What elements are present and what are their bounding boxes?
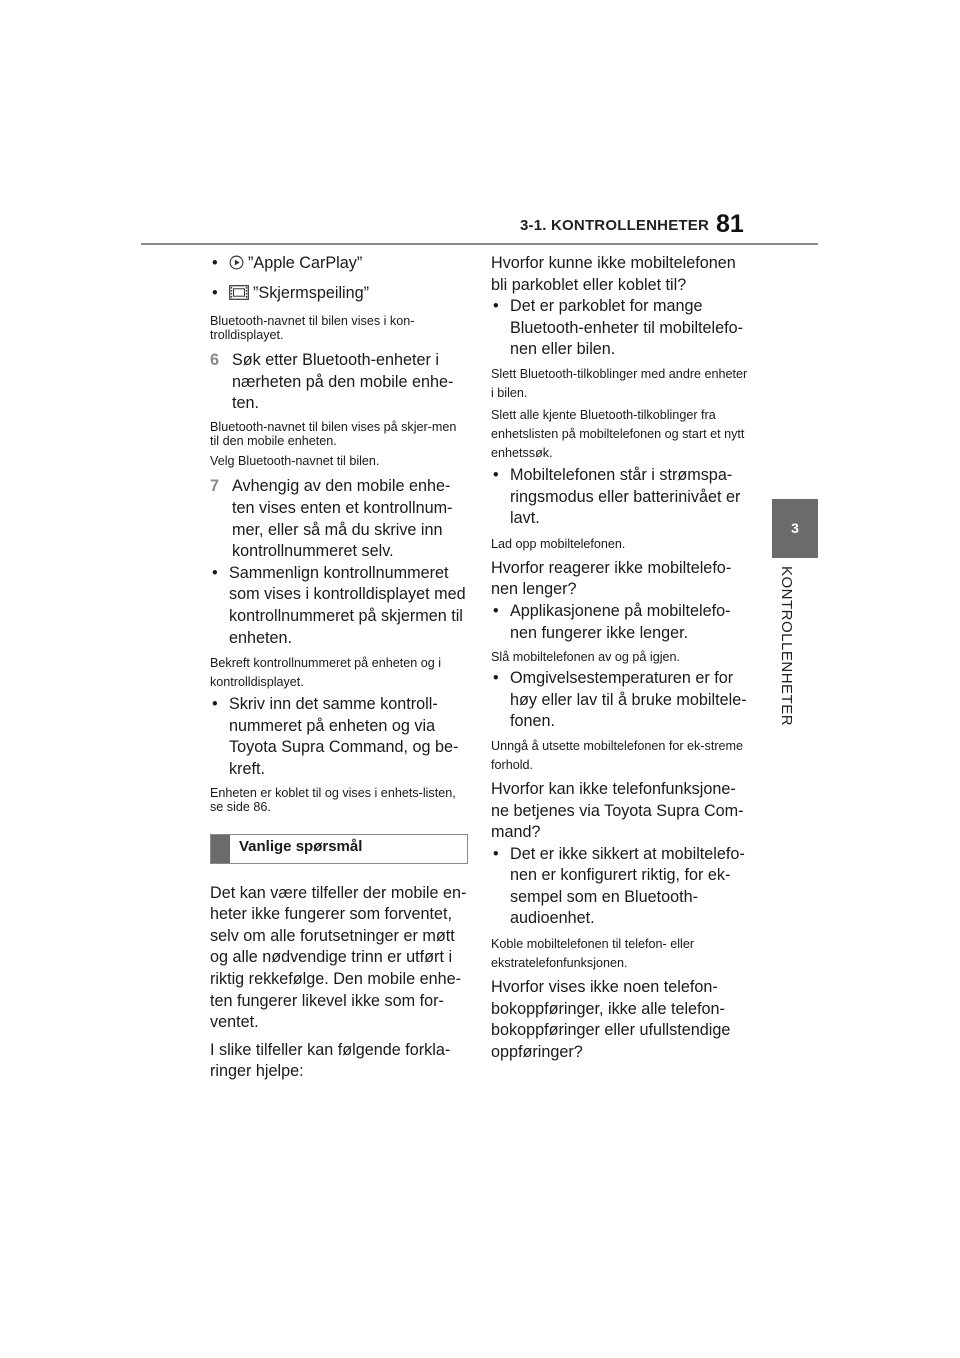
question: Hvorfor vises ikke noen telefon-bokoppføringer, ikke alle telefon-bokoppføringer eller ufullstendige oppføringer? [491, 978, 731, 1061]
header-rule [141, 243, 818, 245]
chapter-tab[interactable]: 3 [772, 499, 818, 558]
bullet-text: Applikasjonene på mobiltelefo-nen fungerer ikke lenger. [510, 601, 731, 642]
note: Slå mobiltelefonen av og på igjen. [491, 650, 681, 665]
note: Slett alle kjente Bluetooth-tilkoblinger fra enhetslisten på mobiltelefonen og start et nytt enhetssøk. [491, 407, 745, 460]
paragraph: I slike tilfeller kan følgende forkla-ringer hjelpe: [210, 1040, 451, 1081]
step-text: Avhengig av den mobile enhe-ten vises enten et kontrollnum-mer, eller så må du skrive inn kontrollnummeret selv. [232, 477, 453, 561]
bullet-mirroring-label: ”Skjermspeiling” [253, 283, 370, 302]
note: Koble mobiltelefonen til telefon- eller ekstratelefonfunksjonen. [491, 937, 695, 971]
bullet-text: Omgivelsestemperaturen er for høy eller lav til å bruke mobiltele-fonen. [510, 669, 747, 731]
note: Unngå å utsette mobiltelefonen for ek-streme forhold. [491, 738, 744, 772]
bullet-compare: • Sammenlign kontrollnummeret som vises i kontrolldisplayet med kontrollnummeret på skjermen til enheten. [212, 563, 466, 647]
bullet-carplay-label: ”Apple CarPlay” [248, 254, 363, 272]
paragraph: Det kan være tilfeller der mobile en-heter ikke fungerer som forventet, selv om alle forutsetninger er møtt og alle nødvendige trinn er utført i riktig rekkefølge. Den mobile enhe-ten fungerer likevel ikke som for-ventet. [210, 883, 467, 1032]
question: Hvorfor kan ikke telefonfunksjone-ne betjenes via Toyota Supra Com-mand? [491, 779, 744, 842]
question: Hvorfor kunne ikke mobiltelefonen bli parkoblet eller koblet til? [491, 254, 736, 294]
bullet-text: Sammenlign kontrollnummeret som vises i kontrolldisplayet med kontrollnummeret på skjermen til enheten. [229, 563, 466, 647]
bullet-mirroring: • ”Skjermspeiling” [210, 283, 468, 307]
faq-heading-bar [211, 835, 230, 863]
question: Hvorfor reagerer ikke mobiltelefo-nen lenger? [491, 558, 732, 599]
right-column [491, 253, 751, 1063]
note: Slett Bluetooth-tilkoblinger med andre enheter i bilen. [491, 366, 748, 400]
bullet-text: Det er ikke sikkert at mobiltelefo-nen er konfigurert riktig, for ek-sempel som en Bluetooth-audioenhet. [510, 844, 745, 928]
bullet: • Det er parkoblet for mange Bluetooth-enheter til mobiltelefo-nen eller bilen. [493, 297, 744, 359]
bullet-enter: • Skriv inn det samme kontroll-nummeret på enheten og via Toyota Supra Command, og be-kreft. [212, 695, 459, 778]
step-number: 7 [210, 477, 220, 496]
bullet: • Det er ikke sikkert at mobiltelefo-nen er konfigurert riktig, for ek-sempel som en Bluetooth-audioenhet. [493, 844, 745, 928]
note: Velg Bluetooth-navnet til bilen. [210, 453, 380, 468]
step-7 [210, 476, 468, 562]
bullet: • Applikasjonene på mobiltelefo-nen fungerer ikke lenger. [493, 601, 731, 642]
film-screen-icon [229, 285, 249, 307]
step-number: 6 [210, 351, 220, 370]
chapter-side-label: KONTROLLENHETER [778, 566, 795, 727]
bullet-text: Det er parkoblet for mange Bluetooth-enheter til mobiltelefo-nen eller bilen. [510, 297, 744, 359]
bullet-text: Mobiltelefonen står i strømspa-ringsmodus eller batterinivået er lavt. [510, 465, 741, 528]
section-title: 3-1. KONTROLLENHETER [520, 217, 710, 234]
note: Bluetooth-navnet til bilen vises i kon-trolldisplayet. [210, 314, 415, 343]
faq-heading: Vanlige spørsmål [239, 837, 363, 855]
left-column [210, 253, 468, 1083]
bullet-text: Skriv inn det samme kontroll-nummeret på enheten og via Toyota Supra Command, og be-kreft. [229, 695, 459, 778]
bullet: • Mobiltelefonen står i strømspa-ringsmodus eller batterinivået er lavt. [493, 465, 741, 528]
bullet: • Omgivelsestemperaturen er for høy eller lav til å bruke mobiltele-fonen. [493, 669, 747, 731]
step-text: Søk etter Bluetooth-enheter i nærheten på den mobile enhe-ten. [232, 351, 454, 413]
note: Bluetooth-navnet til bilen vises på skjer-men til den mobile enheten. [210, 419, 457, 448]
play-circle-icon [229, 255, 244, 277]
bullet-carplay: • ”Apple CarPlay” [210, 253, 468, 277]
note: Enheten er koblet til og vises i enhets-listen, se side 86. [210, 785, 456, 814]
note: Bekreft kontrollnummeret på enheten og i kontrolldisplayet. [210, 656, 442, 690]
page-number: 81 [716, 210, 744, 238]
faq-heading-box [210, 834, 468, 864]
note: Lad opp mobiltelefonen. [491, 536, 626, 551]
step-6 [210, 350, 468, 415]
